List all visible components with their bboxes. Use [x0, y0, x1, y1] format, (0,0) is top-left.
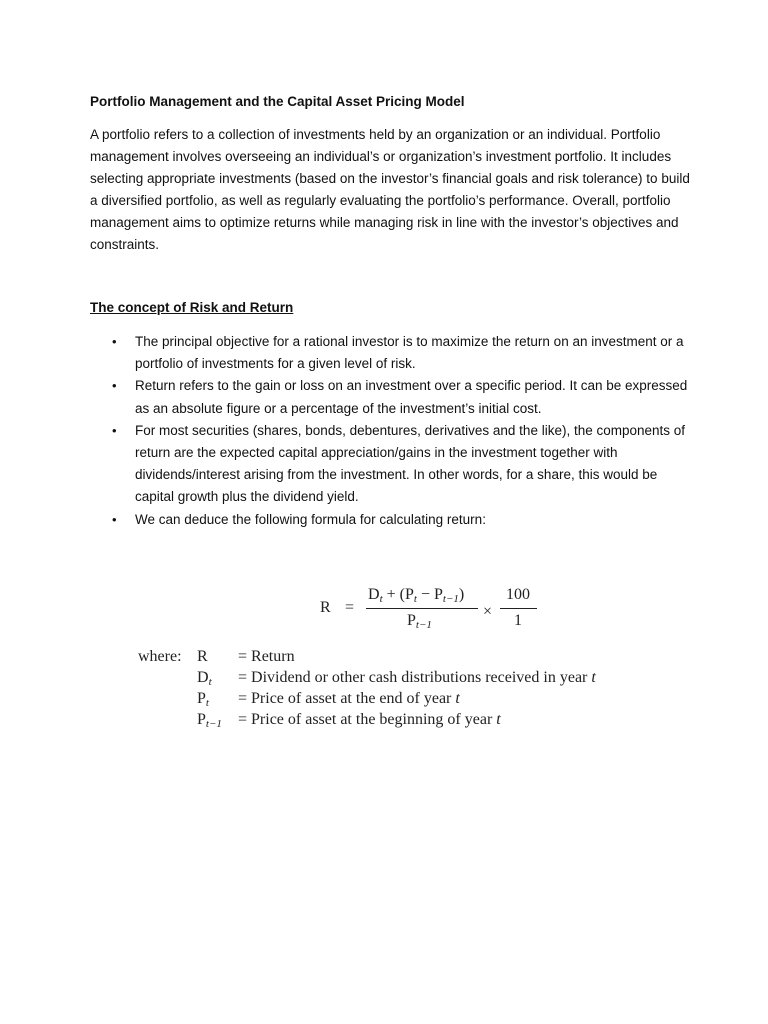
bullet-text: Return refers to the gain or loss on an investment over a specific period. It can be expressed as an absolute figure or a percentage of the investment’s initial cost.: [135, 378, 688, 416]
bullet-icon: •: [112, 422, 117, 438]
formula-equals: =: [345, 599, 355, 616]
formula-scale-numerator: 100: [506, 586, 530, 603]
bullet-icon: •: [112, 378, 117, 394]
definition-text: = Return: [238, 648, 295, 665]
definition-symbol: $P_t$: [197, 690, 209, 709]
formula-fraction-bar: [366, 608, 478, 609]
definition-symbol: $P_{t-1}$: [197, 711, 222, 730]
formula-times: ×: [483, 603, 493, 620]
formula-scale-bar: [500, 608, 537, 609]
intro-paragraph: A portfolio refers to a collection of investments held by an organization or an individual. Portfolio management involves overseeing an individual’s or organization’s investment portfolio. It includes selecting appropriate investments (based on the investor’s financial goals and risk tolerance) to build a diversified portfolio, as well as regularly evaluating the portfolio’s performance. Overall, portfolio management aims to optimize returns while managing risk in line with the investor’s objectives and constraints.: [90, 127, 690, 252]
definition-text: = Price of asset at the beginning of year t: [238, 711, 501, 728]
definition-text: = Price of asset at the end of year t: [238, 690, 460, 707]
list-item: [90, 509, 690, 531]
bullet-list: [90, 331, 690, 531]
definition-symbol: R: [197, 648, 208, 665]
bullet-icon: •: [112, 511, 117, 527]
list-item: [90, 331, 690, 375]
formula-scale-denominator: 1: [514, 612, 522, 629]
formula-denominator: $P_{t-1}$: [407, 612, 432, 631]
bullet-text: We can deduce the following formula for calculating return:: [135, 511, 486, 527]
where-label: where:: [138, 648, 182, 665]
definition-text: = Dividend or other cash distributions received in year t: [238, 669, 596, 686]
list-item: [90, 375, 690, 419]
formula-numerator: $D_t + (P_t - P_{t-1})$: [368, 586, 465, 605]
list-item: [90, 420, 690, 509]
section-heading: The concept of Risk and Return: [90, 300, 294, 315]
formula-lhs: R: [320, 599, 331, 616]
bullet-icon: •: [112, 334, 117, 349]
return-formula: [130, 580, 690, 740]
page-title: Portfolio Management and the Capital Asset Pricing Model: [90, 94, 465, 109]
definition-symbol: $D_t$: [197, 669, 212, 688]
bullet-text: For most securities (shares, bonds, debentures, derivatives and the like), the components of return are the expected capital appreciation/gains in the investment together with dividends/interest arising from the investment. In other words, for a share, this would be capital growth plus the dividend yield.: [135, 422, 686, 505]
bullet-text: The principal objective for a rational investor is to maximize the return on an investment or a portfolio of investments for a given level of risk.: [135, 334, 684, 372]
